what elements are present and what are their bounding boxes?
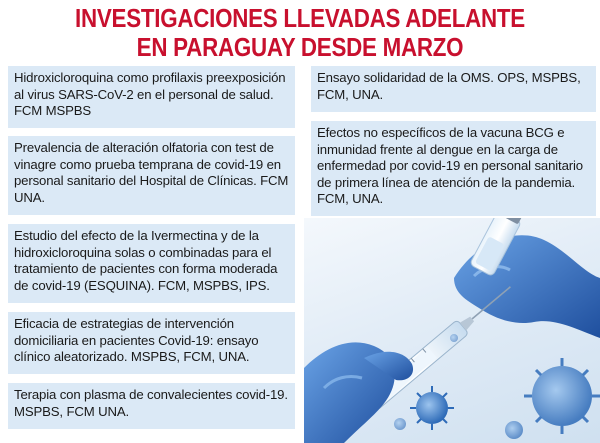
research-item-text: Hidroxicloroquina como profilaxis preexposición al virus SARS-CoV-2 en el personal de salud. FCM MSPBS — [14, 70, 286, 119]
vaccine-photo — [304, 218, 600, 443]
research-item-text: Efectos no específicos de la vacuna BCG e inmunidad frente al dengue en la carga de enfermedad por covid-19 en personal sanitario de primera línea de atención de la pandemia. FCM, UNA. — [317, 125, 583, 207]
research-item-text: Terapia con plasma de convalecientes covid-19. MSPBS, FCM UNA. — [14, 387, 288, 419]
page-title — [42, 4, 558, 62]
virus-icon — [524, 358, 600, 434]
research-item-6 — [311, 66, 596, 112]
title-line-1: INVESTIGACIONES LLEVADAS ADELANTE — [75, 3, 525, 33]
research-item-text: Prevalencia de alteración olfatoria con test de vinagre como prueba temprana de covid-19 en personal sanitario del Hospital de Clínicas. FCM UNA. — [14, 140, 289, 205]
research-item-5 — [8, 383, 295, 429]
research-item-4 — [8, 312, 295, 374]
title-line-2: EN PARAGUAY DESDE MARZO — [136, 32, 464, 62]
research-item-text: Eficacia de estrategias de intervención domiciliaria en pacientes Covid-19: ensayo clínico aleatorizado. MSPBS, FCM, UNA. — [14, 316, 259, 365]
research-item-2 — [8, 136, 295, 215]
research-item-1 — [8, 66, 295, 128]
research-item-3 — [8, 224, 295, 303]
research-item-7 — [311, 121, 596, 216]
virus-icon — [394, 334, 523, 439]
gloved-hand-icon — [454, 235, 600, 338]
research-item-text: Ensayo solidaridad de la OMS. OPS, MSPBS, FCM, UNA. — [317, 70, 581, 102]
vaccine-illustration — [304, 218, 600, 443]
research-item-text: Estudio del efecto de la Ivermectina y de la hidroxicloroquina solas o combinadas para el tratamiento de pacientes con forma moderada de covid-19 (ESQUINA). FCM, MSPBS, IPS. — [14, 228, 278, 293]
virus-icon — [410, 386, 454, 430]
